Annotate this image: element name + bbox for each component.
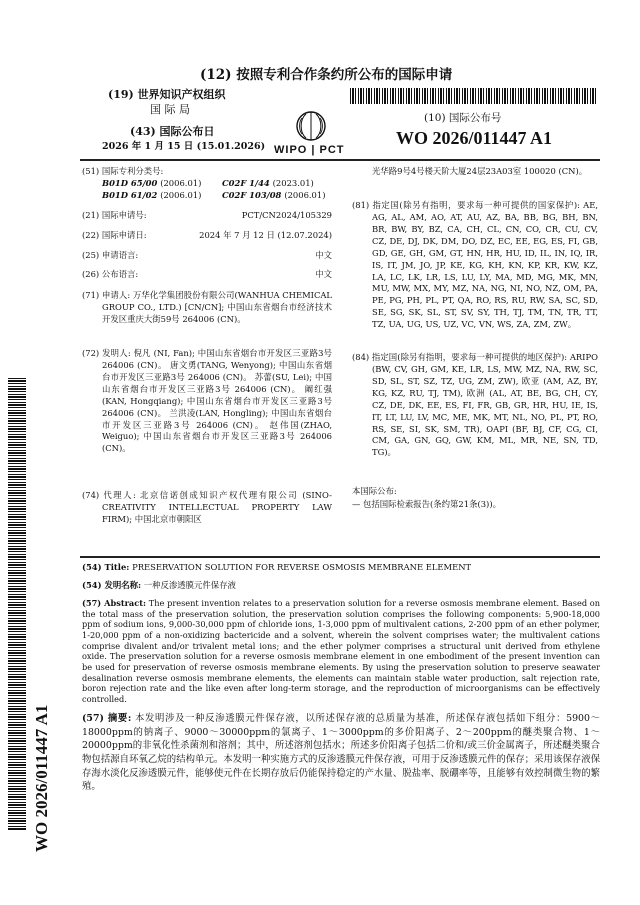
wipo-logo: [272, 110, 362, 158]
agent-continued: 光华路9号4号楼天阶大厦24层23A03室 100020 (CN)。: [372, 166, 588, 176]
abstract-en-label: (57) Abstract:: [82, 598, 147, 608]
abstract-en: [82, 598, 600, 705]
agent: (74) 代理人: 北京信诺创成知识产权代理有限公司 (SINO-CREATIVITY INTELLECTUAL PROPERTY LAW FIRM); 中国北京市朝阳区: [82, 490, 332, 524]
pub-date: 2026 年 1 月 15 日 (15.01.2026): [102, 141, 266, 152]
title-zh: [82, 580, 600, 592]
designated-states: (81) 指定国(除另有指明，要求每一种可提供的国家保护): AE, AG, AL, AM, AO, AT, AU, AZ, BA, BB, BG, BH, BN, BR, BW, BY, BZ, CA, CH, CL, CN, CO, CR, CU, CV, CZ, DE, DJ, DK, DM, DO, DZ, EC, EE, EG, ES, FI, GB, GD, GE, GH, GM, GT, HN, HR, HU, ID, IL, IN, IQ, IR, IS, IT, JM, JO, JP, KE, KG, KH, KN, KP, KR, KW, KZ, LA, LC, LK, LR, LS, LU, LY, MA, MD, MG, MK, MN, MU, MW, MX, MY, MZ, NA, NG, NI, NO, NZ, OM, PA, PE, PG, PH, PL, PT, QA, RO, RS, RU, RW, SA, SC, SD, SE, SG, SK, SL, ST, SV, SY, TH, TJ, TM, TN, TR, TT, TZ, UA, UG, US, UZ, VC, VN, WS, ZA, ZM, ZW。: [352, 200, 598, 330]
document-title: (12) 按照专利合作条约所公布的国际申请: [200, 67, 453, 83]
side-pub-number: WO 2026/011447 A1: [32, 704, 51, 852]
ipc-code-3: B01D 61/02 (2006.01): [102, 190, 202, 200]
published-item: — 包括国际检索报告(条约第21条(3))。: [352, 499, 501, 509]
abstract-zh: [82, 712, 600, 794]
applicant: (71) 申请人: 万华化学集团股份有限公司(WANHUA CHEMICAL GROUP CO., LTD.) [CN/CN]; 中国山东省烟台市经济技术开发区重庆大街59号 264006 (CN)。: [82, 290, 332, 324]
abstract-zh-label: (57) 摘要:: [82, 713, 132, 724]
filing-label: (22) 国际申请日:: [82, 230, 147, 240]
pub-lang: 中文: [315, 269, 332, 279]
side-barcode: [8, 378, 26, 830]
pub-number: WO 2026/011447 A1: [396, 128, 553, 148]
inventors: (72) 发明人: 倪凡 (NI, Fan); 中国山东省烟台市开发区三亚路3号 264006 (CN)。 唐文勇(TANG, Wenyong); 中国山东省烟台市开发区三亚路3号 264006 (CN)。 苏蕾(SU, Lei); 中国山东省烟台市开发区三亚路3号 264006 (CN)。 阚红强(KAN, Hongqiang); 中国山东省烟台市开发区三亚路3号 264006 (CN)。 兰洪凌(LAN, Hongling); 中国山东省烟台市开发区三亚路3号 264006 (CN)。 赵伟国(ZHAO, Weiguo); 中国山东省烟台市开发区三亚路3号 264006 (CN)。: [82, 348, 332, 454]
ipc-code-4: C02F 103/08 (2006.01): [222, 190, 326, 200]
regional-states: (84) 指定国(除另有指明，要求每一种可提供的地区保护): ARIPO (BW, CV, GH, GM, KE, LR, LS, MW, MZ, NA, RW, SC, SD, SL, ST, SZ, TZ, UG, ZM, ZW), 欧亚 (AM, AZ, BY, KG, KZ, RU, TJ, TM), 欧洲 (AL, AT, BE, BG, CH, CY, CZ, DE, DK, EE, ES, FI, FR, GB, GR, HR, HU, IE, IS, IT, LT, LU, LV, MC, ME, MK, MT, NL, NO, PL, PT, RO, RS, SE, SI, SK, SM, TR), OAPI (BF, BJ, CF, CG, CI, CM, GA, GN, GQ, GW, KM, ML, MR, NE, SN, TD, TG)。: [352, 352, 598, 458]
abstract-en-text: The present invention relates to a preservation solution for a reverse osmosis membrane element. Based on the total mass of the preservation solution, the preservation solution comprises the following components: 5,900-18,000 ppm of sodium ions, 9,000-30,000 ppm of chloride ions, 1-3,000 ppm of multivalent cations, 2-200 ppm of an ether polymer, 1-20,000 ppm of a non-oxidizing bactericide and a solvent, wherein the solvent comprises water; the multivalent cations comprise divalent and/or trivalent metal ions; and the ether polymer comprises a structural unit derived from ethylene oxide. The preservation solution for a reverse osmosis membrane element in one embodiment of the present invention can be used for preservation of reverse osmosis membrane elements. By using the preservation solution to preserve seawater desalination reverse osmosis membrane elements, the elements can maintain stable water production, salt rejection rate, boron rejection rate and the like even after long-term storage, and the reproduction of microorganisms can be effectively controlled.: [82, 598, 600, 704]
published-label: 本国际公布:: [352, 486, 397, 496]
header-barcode: [350, 88, 598, 104]
ipc-code-1: B01D 65/00 (2006.01): [102, 178, 202, 188]
pub-lang-label: (26) 公布语言:: [82, 269, 139, 279]
org-line-1: (19) 世界知识产权组织: [108, 88, 226, 101]
abstract-zh-text: 本发明涉及一种反渗透膜元件保存液，以所述保存液的总质量为基准，所述保存液包括如下组分：5900～18000ppm的钠离子、9000～30000ppm的氯离子、1～3000ppm的多价阳离子、2～200ppm的醚类聚合物、1～20000ppm的非氧化性杀菌剂和溶剂；其中，所述溶剂包括水；所述多价阳离子包括二价和/或三价金属离子，所述醚类聚合物包括源自环氧乙烷的结构单元。本发明一种实施方式的反渗透膜元件保存液，可用于反渗透膜元件的保存；采用该保存液保存海水淡化反渗透膜元件，能够使元件在长期存放后仍能保持稳定的产水量、脱盐率、脱硼率等，且能够有效控制微生物的繁殖。: [82, 713, 600, 793]
wipo-logo-text: WIPO | PCT: [274, 144, 345, 156]
title-en-label: (54) Title:: [82, 562, 130, 572]
lang-label: (25) 申请语言:: [82, 250, 139, 260]
title-zh-text: 一种反渗透膜元件保存液: [143, 580, 236, 590]
app-no: PCT/CN2024/105329: [241, 210, 332, 220]
body-rule: [80, 556, 600, 558]
filing-date: 2024 年 7 月 12 日 (12.07.2024): [199, 230, 332, 240]
title-en-text: PRESERVATION SOLUTION FOR REVERSE OSMOSIS MEMBRANE ELEMENT: [132, 562, 472, 572]
ipc-code-2: C02F 1/44 (2023.01): [222, 178, 314, 188]
title-en: [82, 562, 600, 574]
wipo-emblem-icon: [286, 110, 336, 142]
pub-date-label: (43) 国际公布日: [130, 125, 215, 138]
app-no-label: (21) 国际申请号:: [82, 210, 147, 220]
lang: 中文: [315, 250, 332, 260]
pub-no-label: (10) 国际公布号: [424, 112, 502, 124]
title-zh-label: (54) 发明名称:: [82, 580, 142, 590]
header-rule: [80, 159, 600, 161]
ipc-label: (51) 国际专利分类号:: [82, 166, 164, 176]
org-line-2: 国 际 局: [150, 103, 190, 116]
